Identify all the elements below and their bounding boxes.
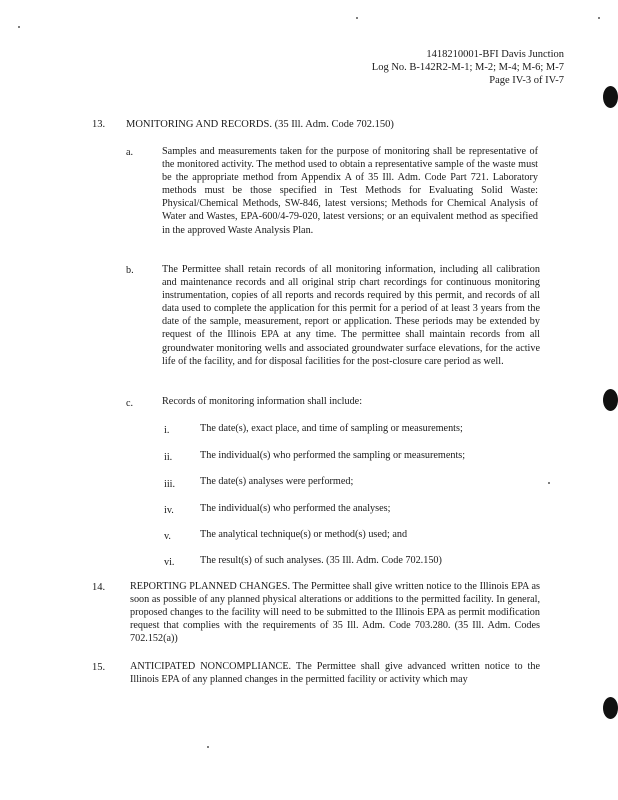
section-13a-text: Samples and measurements taken for the purpose of monitoring shall be representative of the monitored activity. The method used to obtain a representative sample of the waste must be the appropriate method from Appendix A of 35 Ill. Adm. Code Part 721. Laboratory methods must be those specified in Test Methods for Evaluating Solid Waste: Physical/Chemical Methods, SW-846, latest versions; Methods for Chemical Analysis of Water and Wastes, EPA-600/4-79-020, latest versions; or an equivalent method as specified in the approved Waste Analysis Plan. [162,146,538,236]
scan-speck [207,746,209,748]
section-15-number: 15. [92,662,106,673]
punch-hole-top [603,86,618,108]
section-13b-label: b. [126,265,134,276]
list-item-text: The result(s) of such analyses. (35 Ill. Adm. Code 702.150) [200,555,442,566]
list-item-text: The individual(s) who performed the sampling or measurements; [200,450,466,461]
list-item-number: v. [164,531,171,542]
header-page-number: Page IV-3 of IV-7 [489,75,564,86]
punch-hole-middle [603,389,618,411]
scan-speck [598,17,600,19]
section-13c-intro: Records of monitoring information shall include: [162,396,363,407]
section-13-number: 13. [92,119,106,130]
list-item-text: The analytical technique(s) or method(s) used; and [200,529,408,540]
header-log-number: Log No. B-142R2-M-1; M-2; M-4; M-6; M-7 [371,62,564,73]
punch-hole-bottom [603,697,618,719]
list-item-number: vi. [164,557,175,568]
list-item-number: ii. [164,452,173,463]
section-13c-label: c. [126,398,134,409]
list-item-text: The individual(s) who performed the analyses; [200,503,391,514]
scan-speck [548,482,550,484]
list-item-text: The date(s) analyses were performed; [200,476,354,487]
list-item-number: iv. [164,505,174,516]
list-item-number: iii. [164,479,176,490]
section-13-heading: MONITORING AND RECORDS. (35 Ill. Adm. Code 702.150) [126,119,394,130]
list-item-text: The date(s), exact place, and time of sampling or measurements; [200,423,463,434]
list-item-number: i. [164,425,170,436]
section-15-text: ANTICIPATED NONCOMPLIANCE. The Permittee shall give advanced written notice to the Illinois EPA of any planned changes in the permitted facility or activity which may [130,661,540,686]
section-13b-text: The Permittee shall retain records of all monitoring information, including all calibration and maintenance records and all original strip chart recordings for continuous monitoring instrumentation, copies of all reports and records required by this permit, and records of all data used to complete the application for this permit for a period of at least 3 years from the date of the sample, measurement, report or application. These periods may be extended by request of the Illinois EPA at any time. The permittee shall maintain records from all groundwater monitoring wells and associated groundwater surface elevations, for the active life of the facility, and for disposal facilities for the post-closure care period as well. [162,264,540,367]
scan-speck [356,17,358,19]
document-header [372,48,564,87]
header-permit-id: 1418210001-BFI Davis Junction [426,49,564,60]
section-14-number: 14. [92,582,106,593]
section-14-text: REPORTING PLANNED CHANGES. The Permittee shall give written notice to the Illinois EPA as soon as possible of any planned physical alterations or additions to the permitted facility. In general, proposed changes to the facility will need to be submitted to the Illinois EPA as permit modification request that complies with the requirements of 35 Ill. Adm. Code 703.280. (35 Ill. Adm. Codes 702.152(a)) [130,581,540,645]
scan-speck [18,26,20,28]
section-13a-label: a. [126,147,134,158]
